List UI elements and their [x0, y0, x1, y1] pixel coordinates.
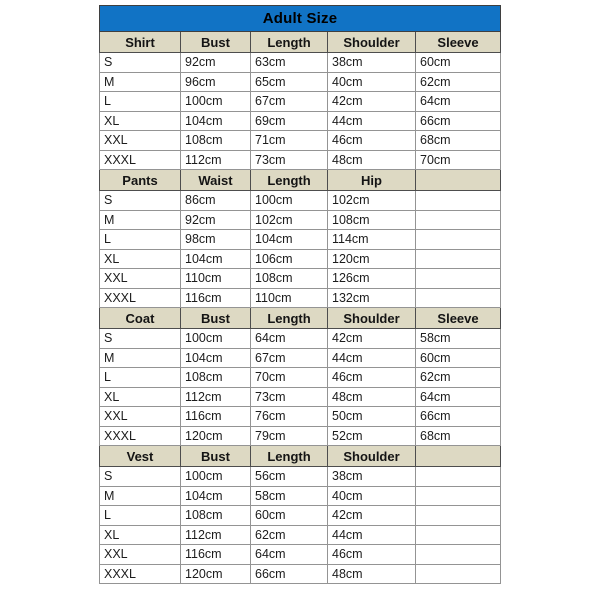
size-row-coat-xxxl: [100, 426, 501, 446]
size-row-coat-s: [100, 329, 501, 349]
size-label-cell: XXXL: [100, 426, 181, 446]
column-header-length: Length: [251, 308, 328, 329]
measurement-cell: 44cm: [328, 111, 416, 131]
measurement-cell: 60cm: [416, 53, 501, 73]
measurement-cell: 100cm: [181, 329, 251, 349]
measurement-cell: 92cm: [181, 210, 251, 230]
measurement-cell: 52cm: [328, 426, 416, 446]
size-label-cell: L: [100, 92, 181, 112]
measurement-cell: 44cm: [328, 348, 416, 368]
measurement-cell: 102cm: [251, 210, 328, 230]
size-row-vest-l: [100, 506, 501, 526]
column-header-shoulder: Shoulder: [328, 32, 416, 53]
measurement-cell: 42cm: [328, 329, 416, 349]
size-label-cell: XXXL: [100, 288, 181, 308]
size-label-cell: S: [100, 53, 181, 73]
title-row: [100, 6, 501, 32]
column-header-coat: Coat: [100, 308, 181, 329]
measurement-cell: 110cm: [181, 269, 251, 289]
measurement-cell: [416, 564, 501, 584]
measurement-cell: 110cm: [251, 288, 328, 308]
measurement-cell: 92cm: [181, 53, 251, 73]
column-header-empty: [416, 446, 501, 467]
size-row-vest-xl: [100, 525, 501, 545]
measurement-cell: 86cm: [181, 191, 251, 211]
measurement-cell: 108cm: [181, 131, 251, 151]
size-label-cell: L: [100, 506, 181, 526]
measurement-cell: [416, 467, 501, 487]
measurement-cell: 120cm: [181, 564, 251, 584]
table-title: Adult Size: [100, 6, 501, 32]
measurement-cell: [416, 545, 501, 565]
section-header-row-coat: [100, 308, 501, 329]
size-row-coat-xxl: [100, 407, 501, 427]
measurement-cell: 62cm: [416, 72, 501, 92]
column-header-bust: Bust: [181, 446, 251, 467]
measurement-cell: 62cm: [251, 525, 328, 545]
size-row-coat-m: [100, 348, 501, 368]
measurement-cell: 42cm: [328, 92, 416, 112]
column-header-pants: Pants: [100, 170, 181, 191]
size-label-cell: M: [100, 210, 181, 230]
measurement-cell: 64cm: [251, 329, 328, 349]
size-label-cell: M: [100, 486, 181, 506]
measurement-cell: 42cm: [328, 506, 416, 526]
column-header-bust: Bust: [181, 32, 251, 53]
size-label-cell: XXL: [100, 131, 181, 151]
measurement-cell: 62cm: [416, 368, 501, 388]
size-row-pants-xl: [100, 249, 501, 269]
measurement-cell: 70cm: [416, 150, 501, 170]
measurement-cell: 70cm: [251, 368, 328, 388]
column-header-length: Length: [251, 170, 328, 191]
size-row-shirt-m: [100, 72, 501, 92]
measurement-cell: 108cm: [251, 269, 328, 289]
measurement-cell: 100cm: [181, 92, 251, 112]
measurement-cell: 116cm: [181, 407, 251, 427]
measurement-cell: 68cm: [416, 131, 501, 151]
column-header-sleeve: Sleeve: [416, 308, 501, 329]
measurement-cell: 96cm: [181, 72, 251, 92]
measurement-cell: 50cm: [328, 407, 416, 427]
measurement-cell: 100cm: [251, 191, 328, 211]
size-row-shirt-l: [100, 92, 501, 112]
size-label-cell: XL: [100, 249, 181, 269]
measurement-cell: 48cm: [328, 564, 416, 584]
measurement-cell: 46cm: [328, 545, 416, 565]
measurement-cell: [416, 486, 501, 506]
measurement-cell: 66cm: [416, 407, 501, 427]
measurement-cell: 98cm: [181, 230, 251, 250]
size-label-cell: S: [100, 329, 181, 349]
size-chart-table: [99, 5, 501, 584]
measurement-cell: 104cm: [181, 111, 251, 131]
measurement-cell: 116cm: [181, 288, 251, 308]
measurement-cell: 56cm: [251, 467, 328, 487]
size-label-cell: XL: [100, 387, 181, 407]
measurement-cell: 114cm: [328, 230, 416, 250]
measurement-cell: 48cm: [328, 387, 416, 407]
size-label-cell: S: [100, 191, 181, 211]
size-row-pants-m: [100, 210, 501, 230]
measurement-cell: 120cm: [328, 249, 416, 269]
size-row-coat-l: [100, 368, 501, 388]
size-row-pants-xxxl: [100, 288, 501, 308]
measurement-cell: 64cm: [416, 387, 501, 407]
measurement-cell: [416, 506, 501, 526]
size-label-cell: S: [100, 467, 181, 487]
size-label-cell: L: [100, 230, 181, 250]
size-row-shirt-xl: [100, 111, 501, 131]
size-row-pants-s: [100, 191, 501, 211]
measurement-cell: 108cm: [328, 210, 416, 230]
size-label-cell: M: [100, 348, 181, 368]
measurement-cell: [416, 269, 501, 289]
column-header-hip: Hip: [328, 170, 416, 191]
size-row-pants-l: [100, 230, 501, 250]
measurement-cell: 38cm: [328, 467, 416, 487]
measurement-cell: 60cm: [251, 506, 328, 526]
measurement-cell: 112cm: [181, 387, 251, 407]
measurement-cell: 63cm: [251, 53, 328, 73]
measurement-cell: 116cm: [181, 545, 251, 565]
measurement-cell: 64cm: [416, 92, 501, 112]
measurement-cell: 104cm: [181, 249, 251, 269]
measurement-cell: [416, 230, 501, 250]
size-row-pants-xxl: [100, 269, 501, 289]
measurement-cell: 44cm: [328, 525, 416, 545]
measurement-cell: 104cm: [181, 486, 251, 506]
column-header-length: Length: [251, 32, 328, 53]
size-label-cell: XXXL: [100, 564, 181, 584]
measurement-cell: 71cm: [251, 131, 328, 151]
size-row-coat-xl: [100, 387, 501, 407]
measurement-cell: 40cm: [328, 72, 416, 92]
column-header-waist: Waist: [181, 170, 251, 191]
measurement-cell: 68cm: [416, 426, 501, 446]
column-header-length: Length: [251, 446, 328, 467]
size-row-shirt-xxxl: [100, 150, 501, 170]
column-header-sleeve: Sleeve: [416, 32, 501, 53]
size-row-vest-m: [100, 486, 501, 506]
column-header-shoulder: Shoulder: [328, 308, 416, 329]
size-row-vest-s: [100, 467, 501, 487]
measurement-cell: 108cm: [181, 368, 251, 388]
section-header-row-pants: [100, 170, 501, 191]
column-header-vest: Vest: [100, 446, 181, 467]
measurement-cell: [416, 210, 501, 230]
measurement-cell: 126cm: [328, 269, 416, 289]
measurement-cell: 66cm: [251, 564, 328, 584]
measurement-cell: [416, 191, 501, 211]
measurement-cell: 104cm: [181, 348, 251, 368]
size-row-vest-xxl: [100, 545, 501, 565]
measurement-cell: 76cm: [251, 407, 328, 427]
size-label-cell: XXL: [100, 545, 181, 565]
section-header-row-vest: [100, 446, 501, 467]
measurement-cell: 58cm: [416, 329, 501, 349]
measurement-cell: 106cm: [251, 249, 328, 269]
measurement-cell: 69cm: [251, 111, 328, 131]
measurement-cell: 67cm: [251, 92, 328, 112]
measurement-cell: 120cm: [181, 426, 251, 446]
measurement-cell: [416, 525, 501, 545]
measurement-cell: 40cm: [328, 486, 416, 506]
size-label-cell: XL: [100, 111, 181, 131]
measurement-cell: [416, 288, 501, 308]
measurement-cell: 65cm: [251, 72, 328, 92]
measurement-cell: 46cm: [328, 368, 416, 388]
measurement-cell: 112cm: [181, 150, 251, 170]
size-row-shirt-xxl: [100, 131, 501, 151]
measurement-cell: 132cm: [328, 288, 416, 308]
measurement-cell: 48cm: [328, 150, 416, 170]
measurement-cell: 79cm: [251, 426, 328, 446]
measurement-cell: 100cm: [181, 467, 251, 487]
measurement-cell: 112cm: [181, 525, 251, 545]
measurement-cell: 66cm: [416, 111, 501, 131]
size-label-cell: XXL: [100, 407, 181, 427]
column-header-shirt: Shirt: [100, 32, 181, 53]
size-label-cell: XXL: [100, 269, 181, 289]
size-row-shirt-s: [100, 53, 501, 73]
measurement-cell: 102cm: [328, 191, 416, 211]
size-label-cell: L: [100, 368, 181, 388]
measurement-cell: 67cm: [251, 348, 328, 368]
section-header-row-shirt: [100, 32, 501, 53]
size-row-vest-xxxl: [100, 564, 501, 584]
column-header-empty: [416, 170, 501, 191]
measurement-cell: 38cm: [328, 53, 416, 73]
measurement-cell: 108cm: [181, 506, 251, 526]
measurement-cell: 46cm: [328, 131, 416, 151]
measurement-cell: 73cm: [251, 387, 328, 407]
measurement-cell: 73cm: [251, 150, 328, 170]
size-label-cell: M: [100, 72, 181, 92]
measurement-cell: 60cm: [416, 348, 501, 368]
column-header-shoulder: Shoulder: [328, 446, 416, 467]
measurement-cell: 64cm: [251, 545, 328, 565]
measurement-cell: 58cm: [251, 486, 328, 506]
column-header-bust: Bust: [181, 308, 251, 329]
size-label-cell: XXXL: [100, 150, 181, 170]
measurement-cell: [416, 249, 501, 269]
measurement-cell: 104cm: [251, 230, 328, 250]
size-label-cell: XL: [100, 525, 181, 545]
